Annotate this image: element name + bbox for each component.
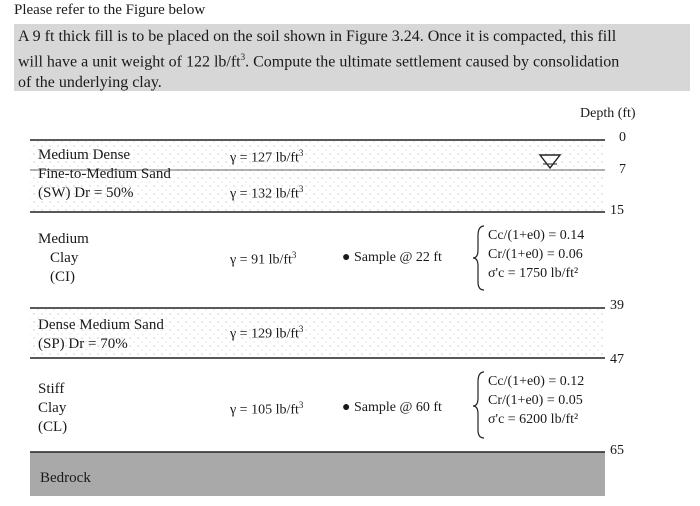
clay1-cr: Cr/(1+e0) = 0.06 bbox=[488, 247, 583, 262]
layer-bedrock-name: Bedrock bbox=[40, 470, 91, 486]
gamma-sw-lower: γ = 132 $lb/ft^3$ bbox=[230, 184, 304, 202]
gamma-sw-upper: γ = 127 $lb/ft^3$ bbox=[230, 148, 304, 166]
depth-label-15: 15 bbox=[610, 203, 624, 218]
depth-axis-title: Depth (ft) bbox=[580, 106, 636, 121]
layer-sw-name: Medium Dense Fine-to-Medium Sand (SW) Dr = 50% bbox=[38, 147, 171, 201]
brace-clay-1 bbox=[473, 226, 484, 290]
layer-bedrock bbox=[30, 452, 605, 496]
layer-ci-name: Medium Clay (CI) bbox=[38, 231, 89, 285]
sample-60ft: ● Sample @ 60 ft bbox=[342, 400, 442, 415]
depth-label-47: 47 bbox=[610, 352, 624, 367]
clay2-cr: Cr/(1+e0) = 0.05 bbox=[488, 393, 583, 408]
clay1-parameters bbox=[488, 226, 584, 283]
clay2-parameters bbox=[488, 372, 584, 429]
problem-line-1: A 9 ft thick fill is to be placed on the soil shown in Figure 3.24. Once it is compacted, this fill bbox=[18, 28, 617, 45]
depth-label-7: 7 bbox=[619, 162, 626, 177]
layer-cl-name: Stiff Clay (CL) bbox=[38, 381, 68, 435]
gamma-cl: γ = 105 $lb/ft^3$ bbox=[230, 400, 304, 418]
sample-22ft: ● Sample @ 22 ft bbox=[342, 250, 442, 265]
gamma-sp: γ = 129 $lb/ft^3$ bbox=[230, 324, 304, 342]
depth-label-39: 39 bbox=[610, 298, 624, 313]
problem-line-2: will have a unit weight of 122 $lb/ft^3$. Compute the ultimate settlement caused by consolidation bbox=[18, 52, 620, 71]
clay2-cc: Cc/(1+e0) = 0.12 bbox=[488, 374, 585, 389]
brace-clay-2 bbox=[473, 372, 484, 438]
clay1-cc: Cc/(1+e0) = 0.14 bbox=[488, 228, 585, 243]
gamma-ci: γ = 91 $lb/ft^3$ bbox=[230, 250, 297, 268]
clay1-preconsolidation: σ'c = 1750 lb/ft² bbox=[488, 266, 579, 281]
depth-label-0: 0 bbox=[619, 130, 626, 145]
page-header: Please refer to the Figure below bbox=[14, 2, 206, 18]
layer-sp-name: Dense Medium Sand (SP) Dr = 70% bbox=[38, 317, 164, 352]
depth-label-65: 65 bbox=[610, 443, 624, 458]
problem-line-3: of the underlying clay. bbox=[18, 74, 162, 92]
clay2-preconsolidation: σ'c = 6200 lb/ft² bbox=[488, 412, 579, 427]
